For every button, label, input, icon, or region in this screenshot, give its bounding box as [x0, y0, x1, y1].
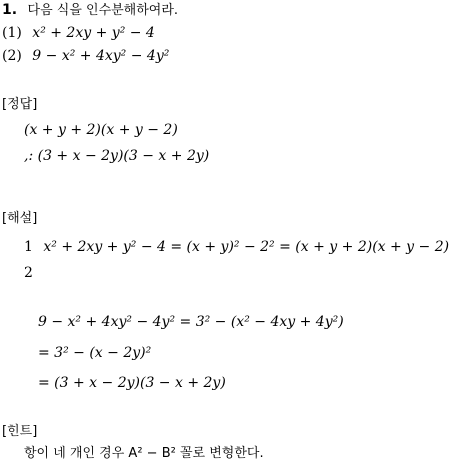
item-label: (1) — [2, 25, 22, 41]
step-expression: x² + 2xy + y² − 4 = (x + y)² − 2² = (x + y + 2)(x + y − 2) — [43, 239, 450, 255]
problem-item-2 — [2, 47, 169, 65]
solution-line-1: 9 − x² + 4xy² − 4y² = 3² − (x² − 4xy + 4y²) — [38, 314, 344, 330]
solution-step-2-number: 2 — [24, 265, 33, 281]
answer-line-2: ,: (3 + x − 2y)(3 − x + 2y) — [24, 148, 210, 164]
solution-line-3: = (3 + x − 2y)(3 − x + 2y) — [38, 375, 226, 391]
hint-text: 항이 네 개인 경우 A² − B² 꼴로 변형한다. — [24, 446, 264, 461]
item-label: (2) — [2, 48, 22, 64]
problem-instruction: 다음 식을 인수분해하여라. — [27, 3, 179, 18]
answer-header: [정답] — [2, 97, 38, 112]
item-expression: x² + 2xy + y² − 4 — [32, 25, 155, 41]
problem-item-1 — [2, 24, 155, 42]
solution-step-1 — [24, 238, 449, 256]
solution-line-2: = 3² − (x − 2y)² — [38, 345, 152, 361]
answer-line-1: (x + y + 2)(x + y − 2) — [24, 122, 178, 138]
problem-number: 1. — [2, 2, 18, 18]
step-number: 1 — [24, 239, 33, 255]
item-expression: 9 − x² + 4xy² − 4y² — [32, 48, 170, 64]
solution-header: [해설] — [2, 211, 38, 226]
hint-header: [힌트] — [2, 424, 38, 439]
problem-heading — [2, 1, 178, 20]
